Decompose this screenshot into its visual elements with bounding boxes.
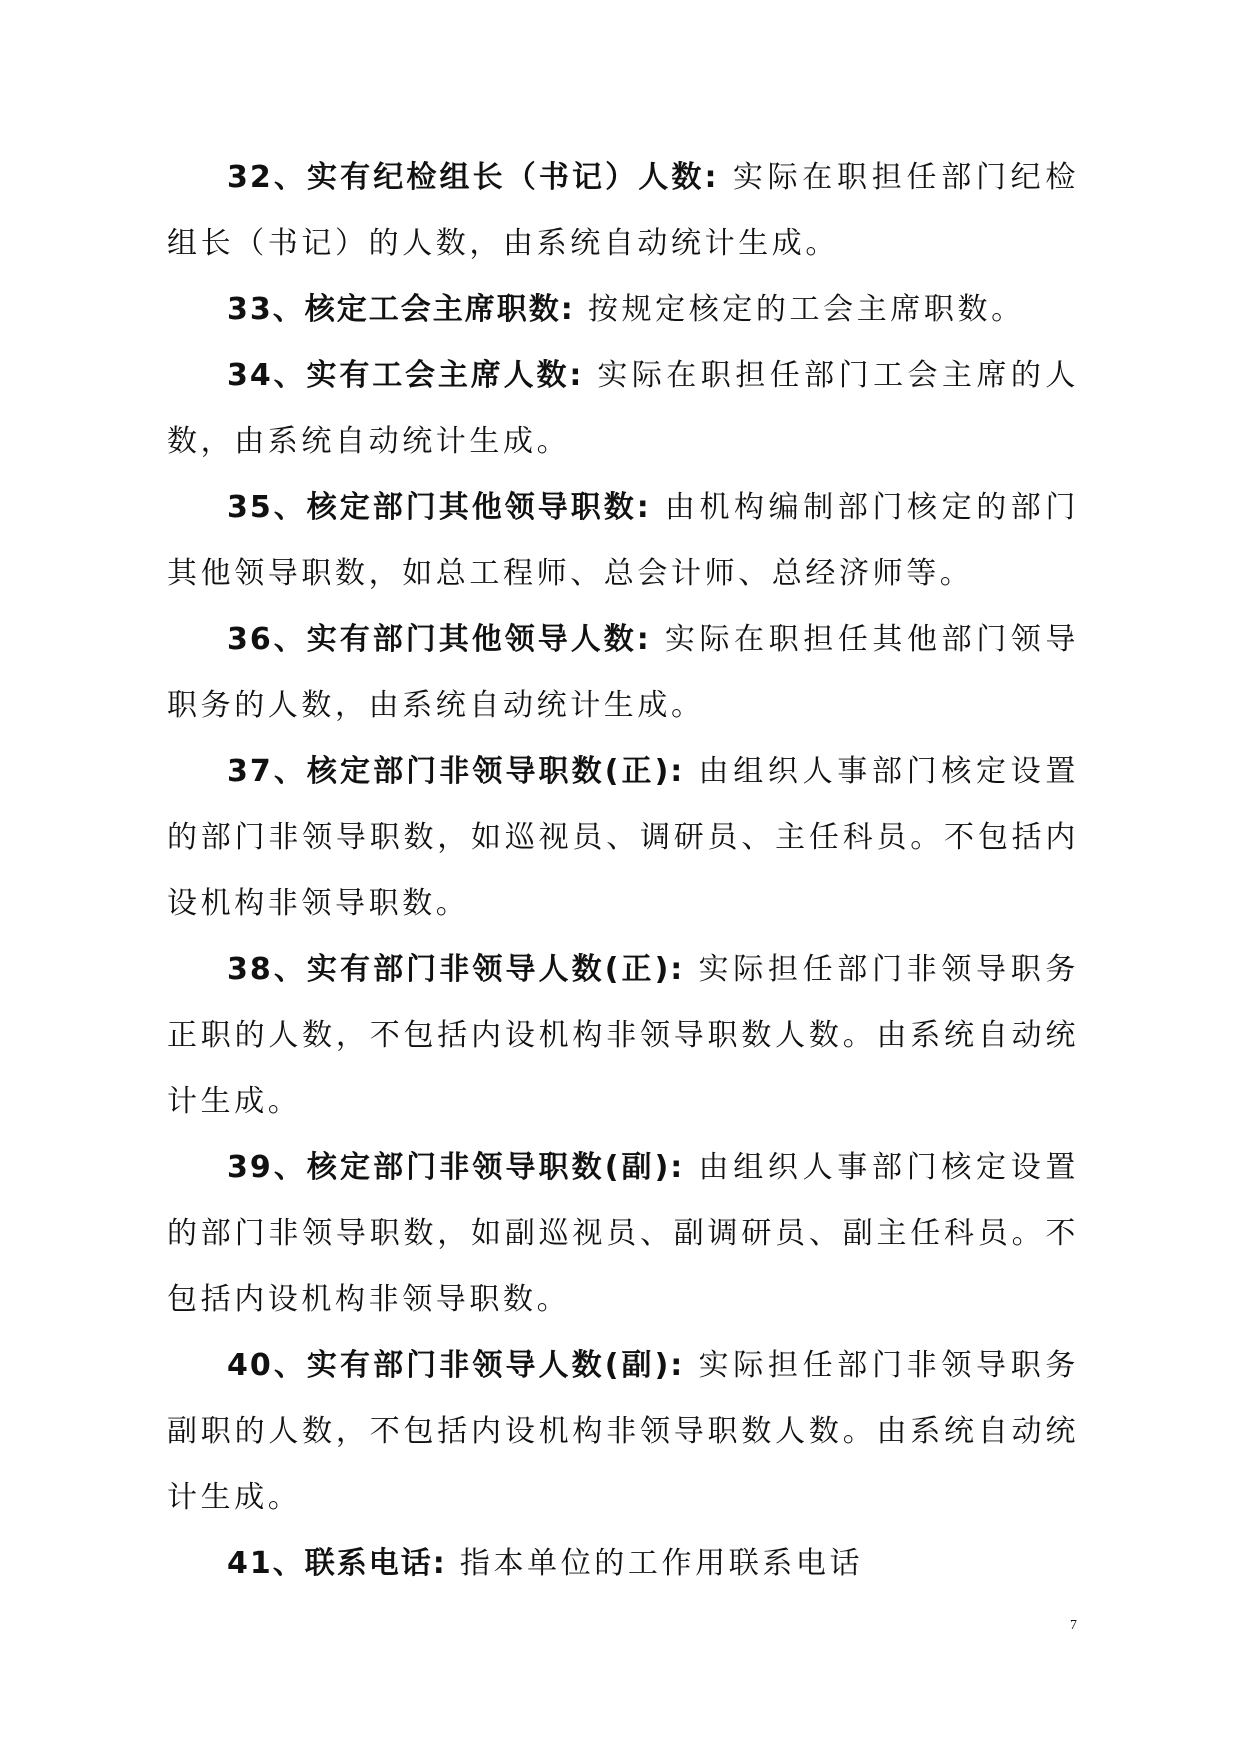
document-body — [167, 145, 1079, 1597]
definition-text: 实际担任部门非领导职务正职的人数，不包括内设机构非领导职数人数。由系统自动统计生成。 — [167, 952, 1079, 1119]
definition-term: 32、实有纪检组长（书记）人数: — [227, 160, 719, 195]
definition-term: 37、核定部门非领导职数(正): — [227, 754, 685, 789]
definition-item-36 — [167, 607, 1079, 739]
definition-term: 39、核定部门非领导职数(副): — [227, 1150, 685, 1185]
definition-term: 34、实有工会主席人数: — [227, 358, 584, 393]
definition-term: 36、实有部门其他领导人数: — [227, 622, 651, 657]
definition-text: 实际在职担任部门纪检组长（书记）的人数，由系统自动统计生成。 — [167, 160, 1080, 261]
definition-text: 按规定核定的工会主席职数。 — [587, 292, 1025, 327]
definition-item-32 — [167, 145, 1079, 277]
definition-text: 实际担任部门非领导职务副职的人数，不包括内设机构非领导职数人数。由系统自动统计生成。 — [167, 1348, 1079, 1515]
definition-text: 指本单位的工作用联系电话 — [459, 1546, 864, 1581]
definition-item-34 — [167, 343, 1079, 475]
definition-text: 由组织人事部门核定设置的部门非领导职数，如副巡视员、副调研员、副主任科员。不包括内设机构非领导职数。 — [167, 1150, 1079, 1317]
definition-text: 由机构编制部门核定的部门其他领导职数，如总工程师、总会计师、总经济师等。 — [167, 490, 1080, 591]
definition-term: 40、实有部门非领导人数(副): — [227, 1348, 685, 1383]
definition-item-35 — [167, 475, 1079, 607]
definition-item-40 — [167, 1333, 1079, 1531]
definition-term: 33、核定工会主席职数: — [227, 292, 575, 327]
page-number: 7 — [1070, 1618, 1077, 1633]
definition-term: 38、实有部门非领导人数(正): — [227, 952, 685, 987]
definition-term: 41、联系电话: — [227, 1546, 447, 1581]
definition-text: 由组织人事部门核定设置的部门非领导职数，如巡视员、调研员、主任科员。不包括内设机构非领导职数。 — [167, 754, 1079, 921]
definition-item-37 — [167, 739, 1079, 937]
definition-text: 实际在职担任部门工会主席的人数，由系统自动统计生成。 — [167, 358, 1079, 459]
definition-term: 35、核定部门其他领导职数: — [227, 490, 651, 525]
definition-item-38 — [167, 937, 1079, 1135]
definition-text: 实际在职担任其他部门领导职务的人数，由系统自动统计生成。 — [167, 622, 1080, 723]
definition-item-39 — [167, 1135, 1079, 1333]
definition-item-41 — [167, 1531, 1079, 1597]
definition-item-33 — [167, 277, 1079, 343]
